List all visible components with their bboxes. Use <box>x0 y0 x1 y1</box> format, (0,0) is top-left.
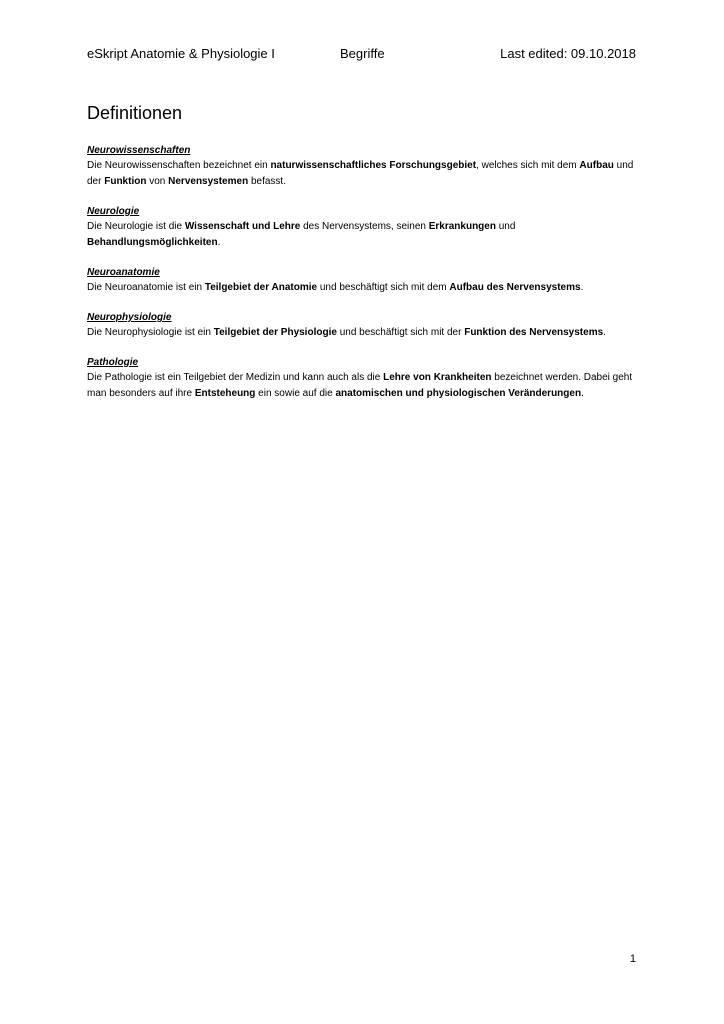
text-segment: und beschäftigt sich mit dem <box>317 282 450 293</box>
text-segment: und beschäftigt sich mit der <box>336 327 465 338</box>
text-segment: . <box>217 237 221 248</box>
page-title: Definitionen <box>87 103 183 123</box>
text-segment: . <box>603 327 606 338</box>
text-segment: . <box>581 388 584 399</box>
text-segment: ein sowie auf die <box>255 388 336 399</box>
bold-text-segment: Lehre von Krankheiten <box>383 372 492 383</box>
bold-text-segment: Teilgebiet der Physiologie <box>213 327 337 338</box>
header-last-edited: Last edited: 09.10.2018 <box>500 46 636 61</box>
definition-neurowissenschaften <box>87 143 642 190</box>
header-section: Begriffe <box>340 46 385 61</box>
page-number: 1 <box>629 953 636 965</box>
text-segment: des Nervensystems, seinen <box>300 221 429 232</box>
text-segment: bezeichnet werden. Dabei geht man besonders auf ihre <box>87 372 633 399</box>
definition-term: Neurophysiologie <box>87 312 172 323</box>
bold-text-segment: Entsteheung <box>194 388 256 399</box>
definition-neurologie <box>87 204 642 251</box>
text-segment: Die Neurophysiologie ist ein <box>87 327 214 338</box>
bold-text-segment: Aufbau <box>579 160 614 171</box>
bold-text-segment: Wissenschaft und Lehre <box>184 221 301 232</box>
text-segment: und <box>495 221 516 232</box>
definition-term: Neurologie <box>87 206 140 217</box>
text-segment: Die Pathologie ist ein Teilgebiet der Medizin und kann auch als die <box>87 372 384 383</box>
bold-text-segment: Teilgebiet der Anatomie <box>204 282 318 293</box>
definition-text <box>87 370 642 402</box>
definition-term: Neurowissenschaften <box>87 145 191 156</box>
header-document-title: eSkript Anatomie & Physiologie I <box>87 46 275 61</box>
definitions-list <box>87 143 642 416</box>
definition-neurophysiologie <box>87 310 642 341</box>
bold-text-segment: Aufbau des Nervensystems <box>449 282 581 293</box>
bold-text-segment: Funktion des Nervensystems <box>464 327 604 338</box>
definition-term: Neuroanatomie <box>87 267 160 278</box>
text-segment: Die Neurowissenschaften bezeichnet ein <box>87 160 271 171</box>
definition-text <box>87 219 642 251</box>
definition-term: Pathologie <box>87 357 139 368</box>
text-segment: und der <box>87 160 634 187</box>
text-segment: Die Neuroanatomie ist ein <box>87 282 205 293</box>
bold-text-segment: Nervensystemen <box>168 176 249 187</box>
definition-pathologie <box>87 355 642 402</box>
definition-text <box>87 280 642 296</box>
definition-text <box>87 325 642 341</box>
bold-text-segment: Funktion <box>104 176 147 187</box>
bold-text-segment: anatomischen und physiologischen Veränderungen <box>335 388 582 399</box>
text-segment: . <box>580 282 584 293</box>
bold-text-segment: Behandlungsmöglichkeiten <box>87 237 218 248</box>
text-segment: , welches sich mit dem <box>476 160 580 171</box>
definition-text <box>87 158 642 190</box>
definition-neuroanatomie <box>87 265 642 296</box>
bold-text-segment: naturwissenschaftliches Forschungsgebiet <box>270 160 477 171</box>
text-segment: von <box>146 176 169 187</box>
text-segment: Die Neurologie ist die <box>87 221 185 232</box>
text-segment: befasst. <box>248 176 286 187</box>
bold-text-segment: Erkrankungen <box>428 221 496 232</box>
